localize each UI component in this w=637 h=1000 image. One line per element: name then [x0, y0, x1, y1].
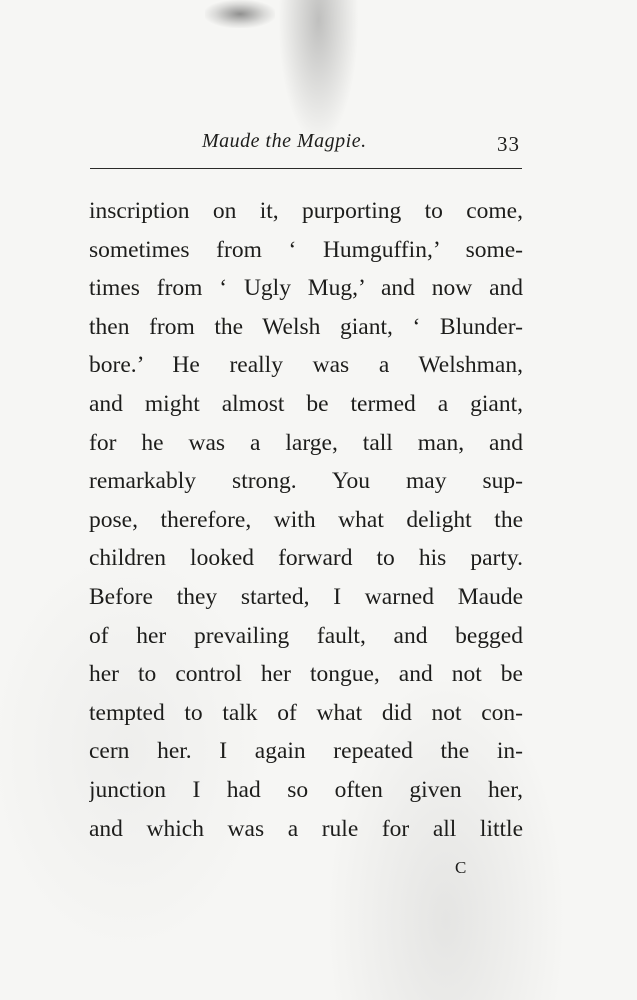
ink-smudge [205, 0, 275, 28]
text-line: bore.’ He really was a Welshman, [89, 352, 523, 379]
text-line: Before they started, I warned Maude [89, 583, 523, 610]
text-line: and which was a rule for all little [89, 815, 523, 842]
text-line: junction I had so often given her, [89, 776, 523, 803]
text-line: for he was a large, tall man, and [89, 429, 523, 456]
text-line: tempted to talk of what did not con- [89, 699, 523, 726]
text-line: her to control her tongue, and not be [89, 661, 523, 688]
body-text [89, 192, 523, 848]
page-number: 33 [497, 132, 520, 156]
text-line: remarkably strong. You may sup- [89, 468, 523, 495]
text-line: pose, therefore, with what delight the [89, 506, 523, 533]
text-line: and might almost be termed a giant, [89, 390, 523, 417]
text-line: cern her. I again repeated the in- [89, 738, 523, 765]
text-line: times from ‘ Ugly Mug,’ and now and [89, 275, 523, 302]
text-line: then from the Welsh giant, ‘ Blunder- [89, 313, 523, 340]
header-rule [90, 168, 522, 169]
text-line: children looked forward to his party. [89, 545, 523, 572]
running-head [90, 128, 520, 162]
text-line: inscription on it, purporting to come, [89, 198, 523, 224]
running-title: Maude the Magpie. [202, 130, 367, 152]
signature-mark: C [455, 858, 467, 877]
text-line: of her prevailing fault, and begged [89, 622, 523, 649]
text-line: sometimes from ‘ Humguffin,’ some- [89, 236, 523, 263]
